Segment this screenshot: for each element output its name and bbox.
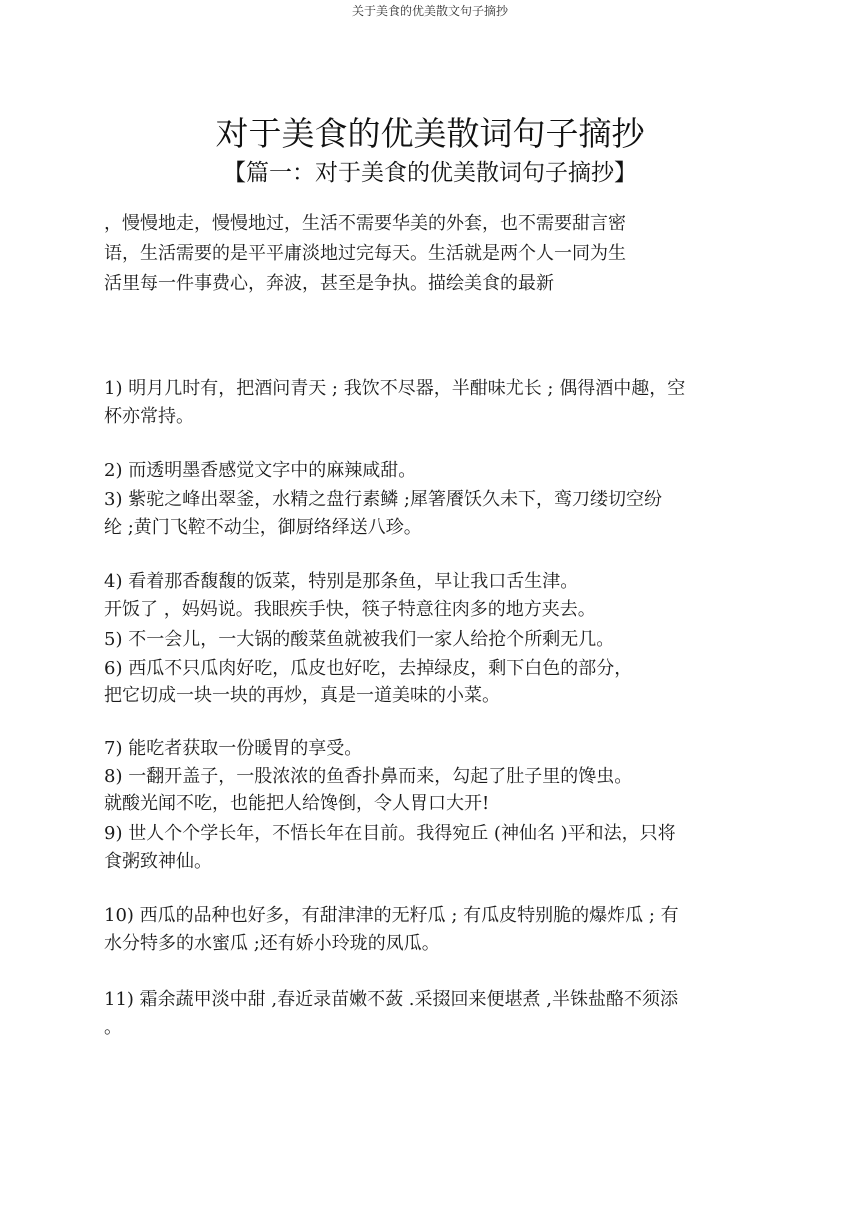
- text-line: 2) 而透明墨香感觉文字中的麻辣咸甜。: [104, 460, 417, 481]
- text-line: 杯亦常持。: [104, 406, 194, 427]
- text-line: 11) 霜余蔬甲淡中甜 ,春近录苗嫩不蔹 .采掇回来便堪煮 ,半铢盐酪不须添: [104, 989, 678, 1010]
- text-line: 3) 紫驼之峰出翠釜，水精之盘行素鳞 ;犀箸餍饫久未下，鸾刀缕切空纷: [104, 489, 662, 510]
- text-line: 4) 看着那香馥馥的饭菜，特别是那条鱼，早让我口舌生津。: [104, 571, 579, 592]
- text-line: 开饭了 ，妈妈说。我眼疾手快，筷子特意往肉多的地方夹去。: [104, 599, 596, 620]
- intro-line: 语，生活需要的是平平庸淡地过完每天。生活就是两个人一同为生: [104, 243, 626, 264]
- document-title: 对于美食的优美散词句子摘抄: [215, 114, 645, 153]
- text-line: 食粥致神仙。: [104, 851, 212, 872]
- text-line: 纶 ;黄门飞鞚不动尘，御厨络绎送八珍。: [104, 517, 422, 538]
- page-header: 关于美食的优美散文句子摘抄: [351, 4, 508, 18]
- intro-line: 活里每一件事费心，奔波，甚至是争执。描绘美食的最新: [104, 273, 554, 294]
- document-subtitle: 【篇一：对于美食的优美散词句子摘抄】: [223, 160, 637, 186]
- text-line: 就酸光闻不吃，也能把人给馋倒，令人胃口大开!: [104, 793, 490, 814]
- text-line: 8) 一翻开盖子，一股浓浓的鱼香扑鼻而来，勾起了肚子里的馋虫。: [104, 766, 633, 787]
- intro-paragraph: [104, 209, 724, 299]
- text-line: 5) 不一会儿，一大锅的酸菜鱼就被我们一家人给抢个所剩无几。: [104, 629, 615, 650]
- text-line: 。: [104, 1017, 122, 1038]
- text-line: 把它切成一块一块的再炒，真是一道美味的小菜。: [104, 685, 500, 706]
- text-line: 9) 世人个个学长年，不悟长年在目前。我得宛丘 (神仙名 )平和法，只将: [104, 823, 676, 844]
- text-line: 1) 明月几时有，把酒问青天 ; 我饮不尽器，半酣味尤长 ; 偶得酒中趣，空: [104, 378, 686, 399]
- text-line: 6) 西瓜不只瓜肉好吃，瓜皮也好吃，去掉绿皮，剩下白色的部分，: [104, 658, 633, 679]
- text-line: 7) 能吃者获取一份暖胃的享受。: [104, 738, 363, 759]
- intro-line: ，慢慢地走，慢慢地过，生活不需要华美的外套，也不需要甜言密: [104, 213, 626, 234]
- text-line: 10) 西瓜的品种也好多，有甜津津的无籽瓜 ; 有瓜皮特别脆的爆炸瓜 ; 有: [104, 905, 679, 926]
- text-line: 水分特多的水蜜瓜 ;还有娇小玲珑的凤瓜。: [104, 933, 440, 954]
